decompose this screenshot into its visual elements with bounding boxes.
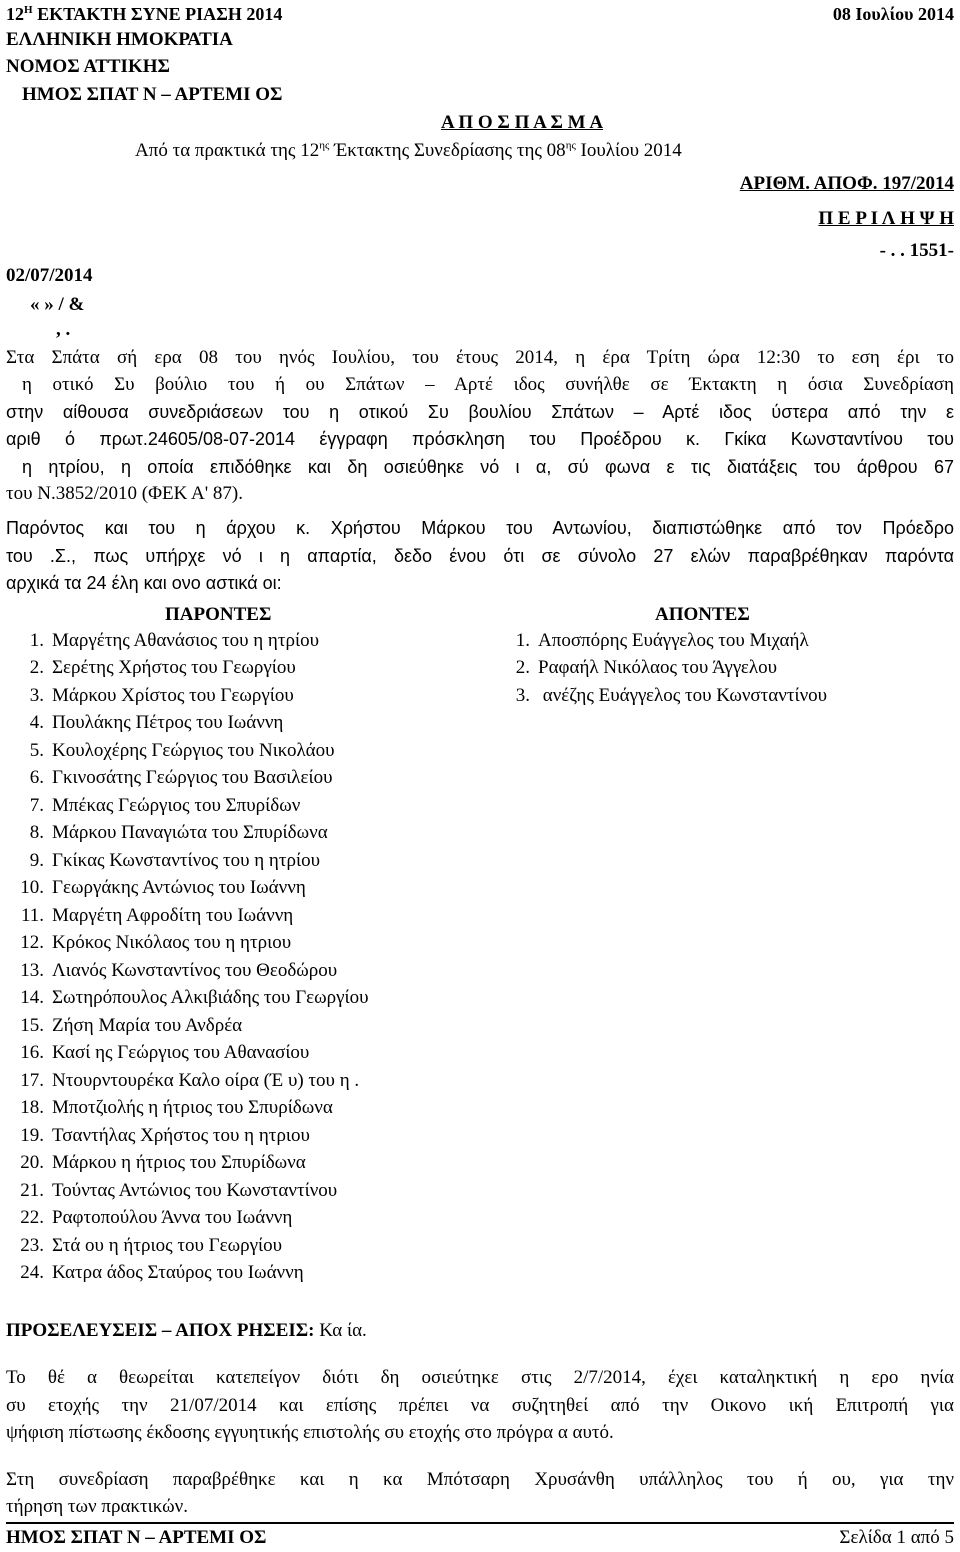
secretary-line: Στη συνεδρίαση παραβρέθηκε και η κα Μπότσαρη Χρυσάνθη υπάλληλος του ή ου, για την	[6, 1469, 954, 1490]
doc-title: Α Π Ο Σ Π Α Σ Μ Α	[440, 112, 604, 133]
urgency-line: ψήφιση πίστωσης έκδοσης εγγυητικής επιστολής συ ετοχής στο πρόγρα α αυτό.	[6, 1422, 614, 1443]
list-item: 13. Λιανός Κωνσταντίνος του Θεοδώρου	[20, 960, 338, 981]
list-item: 6. Γκινοσάτης Γεώργιος του Βασιλείου	[29, 767, 333, 788]
list-item: 5. Κουλοχέρης Γεώργιος του Νικολάου	[29, 740, 335, 761]
urgency-line: συ ετοχής την 21/07/2014 και επίσης πρέπει να συζητηθεί από την Οικονο ική Επιτροπή για	[6, 1395, 954, 1416]
list-item: 10. Γεωργάκης Αντώνιος του Ιωάννη	[20, 877, 306, 898]
intro-line: η οτικό Συ βούλιο του ή ου Σπάτων – Αρτέ ιδος συνήλθε σε Έκτακτη η όσια Συνεδρίαση	[22, 374, 954, 395]
intro-line: του Ν.3852/2010 (ΦΕΚ Α' 87).	[6, 483, 244, 504]
summary-label: Π Ε Ρ Ι Λ Η Ψ Η	[818, 208, 954, 229]
issuer-municipality: ΗΜΟΣ ΣΠΑΤ Ν – ΑΡΤΕΜΙ ΟΣ	[22, 84, 283, 105]
list-item: 18. Μποτζιολής η ήτριος του Σπυρίδωνα	[20, 1097, 333, 1118]
list-item: 16. Κασί ης Γεώργιος του Αθανασίου	[20, 1042, 310, 1063]
arrivals-label: ΠΡΟΣΕΛΕΥΣΕΙΣ – ΑΠΟΧ ΡΗΣΕΙΣ:	[6, 1320, 315, 1341]
list-item: 8. Μάρκου Παναγιώτα του Σπυρίδωνα	[29, 822, 328, 843]
summary-line: , .	[56, 319, 71, 340]
intro-line: αριθ ό πρωτ.24605/08-07-2014 έγγραφη πρόσκληση του Προέδρου κ. Γκίκα Κωνσταντίνου του	[6, 429, 954, 449]
intro-line: Στα Σπάτα σή ερα 08 του ηνός Ιουλίου, του έτους 2014, η έρα Τρίτη ώρα 12:30 το εση έρι το	[6, 347, 954, 368]
list-item: 1. Αποσπόρης Ευάγγελος του Μιχαήλ	[515, 630, 809, 651]
summary-line: - . . 1551-	[879, 240, 954, 261]
presence-line: αρχικά τα 24 έλη και ονο αστικά οι:	[6, 573, 282, 593]
present-heading: ΠΑΡΟΝΤΕΣ	[165, 604, 272, 625]
running-header	[6, 2, 954, 26]
list-item: 23. Στά ου η ήτριος του Γεωργίου	[20, 1235, 282, 1256]
issuer-country: ΕΛΛΗΝΙΚΗ ΗΜΟΚΡΑΤΙΑ	[6, 29, 233, 50]
doc-subtitle: Από τα πρακτικά της $12^{\eta\varsigma}$ Έκτακτης Συνεδρίασης της $08^{\eta\varsigma}$ Ιουλίου 2014	[135, 139, 682, 161]
list-item: 14. Σωτηρόπουλος Αλκιβιάδης του Γεωργίου	[20, 987, 369, 1008]
intro-line: η ητρίου, η οποία επιδόθηκε και δη οσιεύθηκε νό ι α, σύ φωνα ε τις διατάξεις του άρθρου 67	[22, 457, 954, 477]
list-item: 21. Τούντας Αντώνιος του Κωνσταντίνου	[20, 1180, 338, 1201]
list-item: 2. Σερέτης Χρήστος του Γεωργίου	[29, 657, 296, 678]
presence-line: Παρόντος και του η άρχου κ. Χρήστου Μάρκου του Αντωνίου, διαπιστώθηκε από τον Πρόεδρο	[6, 518, 954, 538]
arrivals-line	[6, 1319, 954, 1343]
list-item: 22. Ραφτοπούλου Άννα του Ιωάννη	[20, 1207, 293, 1228]
issuer-prefecture: ΝΟΜΟΣ ΑΤΤΙΚΗΣ	[6, 56, 170, 77]
summary-date: 02/07/2014	[6, 265, 93, 286]
list-item: 3. Μάρκου Χρίστος του Γεωργίου	[29, 685, 294, 706]
page-number: Σελίδα 1 από 5	[839, 1527, 954, 1548]
summary-line: « » / &	[30, 294, 85, 315]
list-item: 11. Μαργέτη Αφροδίτη του Ιωάννη	[20, 905, 294, 926]
secretary-line: τήρηση των πρακτικών.	[6, 1496, 189, 1517]
list-item: 2. Ραφαήλ Νικόλαος του Άγγελου	[515, 657, 777, 678]
list-item: 17. Ντουρντουρέκα Καλο οίρα (Έ υ) του η .	[20, 1070, 360, 1091]
header-meeting-number: $12^H$ ΕΚΤΑΚΤΗ ΣΥΝΕ ΡΙΑΣΗ 2014	[6, 4, 283, 24]
urgency-line: Το θέ α θεωρείται κατεπείγον διότι δη οσιεύτηκε στις 2/7/2014, έχει καταληκτική η ερο ηνία	[6, 1367, 954, 1388]
arrivals-value: Κα ία.	[314, 1320, 367, 1341]
intro-line: στην αίθουσα συνεδριάσεων του η οτικού Συ βουλίου Σπάτων – Αρτέ ιδος ύστερα από την ε	[6, 402, 954, 422]
list-item: 9. Γκίκας Κωνσταντίνος του η ητρίου	[29, 850, 321, 871]
decision-number: ΑΡΙΘΜ. ΑΠΟΦ. 197/2014	[739, 173, 954, 194]
footer-municipality: ΗΜΟΣ ΣΠΑΤ Ν – ΑΡΤΕΜΙ ΟΣ	[6, 1527, 267, 1548]
list-item: 24. Κατρα άδος Σταύρος του Ιωάννη	[20, 1262, 304, 1283]
list-item: 12. Κρόκος Νικόλαος του η ητριου	[20, 932, 292, 953]
list-item: 19. Τσαντήλας Χρήστος του η ητριου	[20, 1125, 310, 1146]
list-item: 4. Πουλάκης Πέτρος του Ιωάννη	[29, 712, 284, 733]
page-footer	[6, 1522, 954, 1550]
list-item: 20. Μάρκου η ήτριος του Σπυρίδωνα	[20, 1152, 306, 1173]
list-item: 15. Ζήση Μαρία του Ανδρέα	[20, 1015, 243, 1036]
presence-line: του .Σ., πως υπήρχε νό ι η απαρτία, δεδο ένου ότι σε σύνολο 27 ελών παραβρέθηκαν παρόντα	[6, 546, 954, 566]
list-item: 1. Μαργέτης Αθανάσιος του η ητρίου	[29, 630, 320, 651]
header-date: 08 Ιουλίου 2014	[832, 4, 954, 24]
list-item: 7. Μπέκας Γεώργιος του Σπυρίδων	[29, 795, 301, 816]
absent-heading: ΑΠΟΝΤΕΣ	[655, 604, 750, 625]
list-item: 3. ανέζης Ευάγγελος του Κωνσταντίνου	[515, 685, 828, 706]
